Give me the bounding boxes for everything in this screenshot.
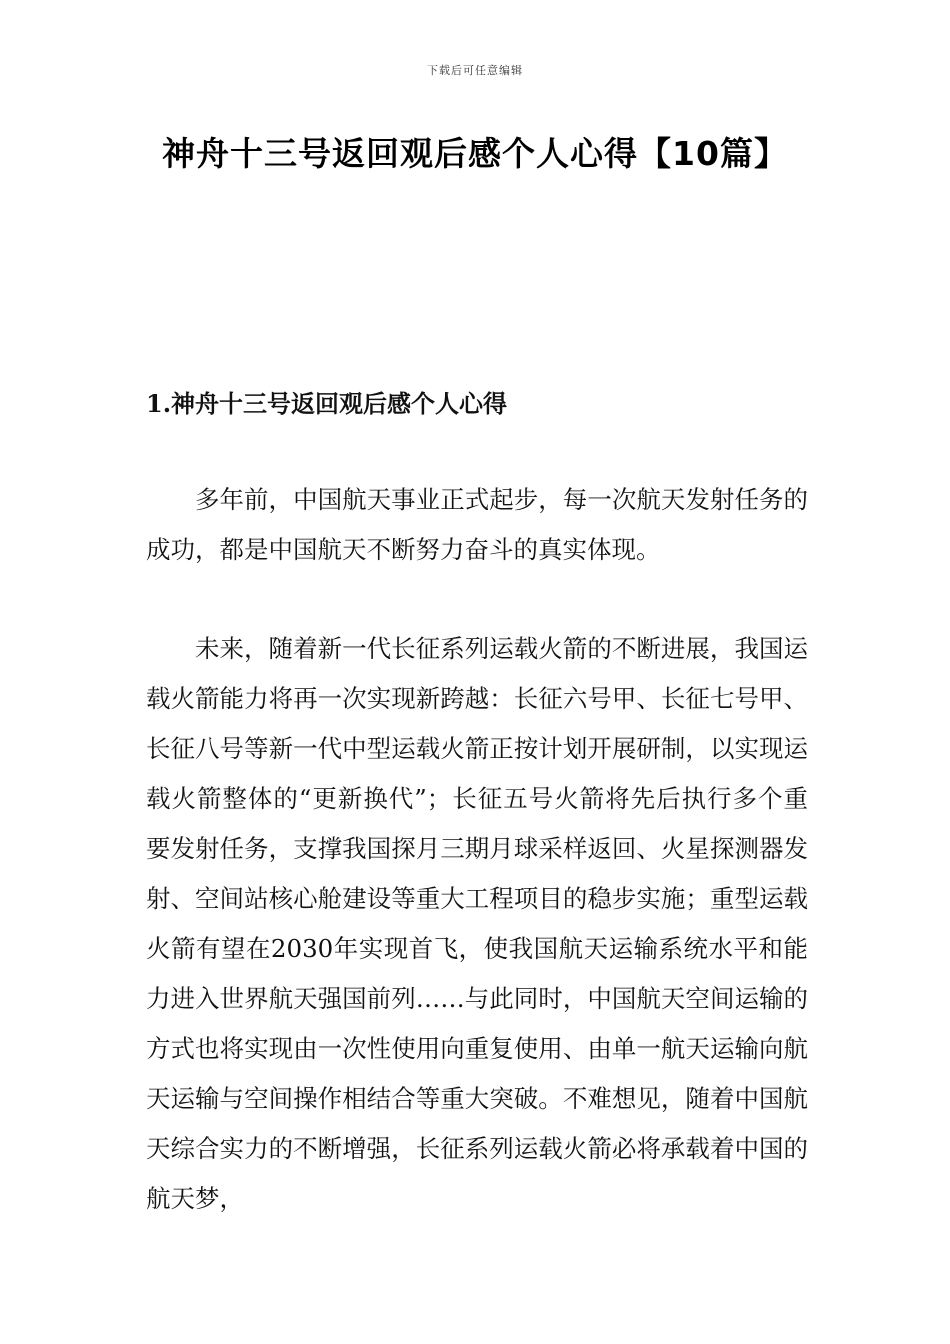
- section-heading: 1.神舟十三号返回观后感个人心得: [146, 389, 508, 418]
- header-note: 下载后可任意编辑: [427, 64, 523, 77]
- document-title: 神舟十三号返回观后感个人心得【10篇】: [162, 134, 788, 173]
- paragraph-2: 未来，随着新一代长征系列运载火箭的不断进展，我国运载火箭能力将再一次实现新跨越：长征六号甲、长征七号甲、长征八号等新一代中型运载火箭正按计划开展研制，以实现运载火箭整体的“更新换代”；长征五号火箭将先后执行多个重要发射任务，支撑我国探月三期月球采样返回、火星探测器发射、空间站核心舱建设等重大工程项目的稳步实施；重型运载火箭有望在2030年实现首飞，使我国航天运输系统水平和能力进入世界航天强国前列……与此同时，中国航天空间运输的方式也将实现由一次性使用向重复使用、由单一航天运输向航天运输与空间操作相结合等重大突破。不难想见，随着中国航天综合实力的不断增强，长征系列运载火箭必将承载着中国的航天梦，: [146, 634, 808, 1213]
- paragraph-1: 多年前，中国航天事业正式起步，每一次航天发射任务的成功，都是中国航天不断努力奋斗的真实体现。: [146, 485, 808, 564]
